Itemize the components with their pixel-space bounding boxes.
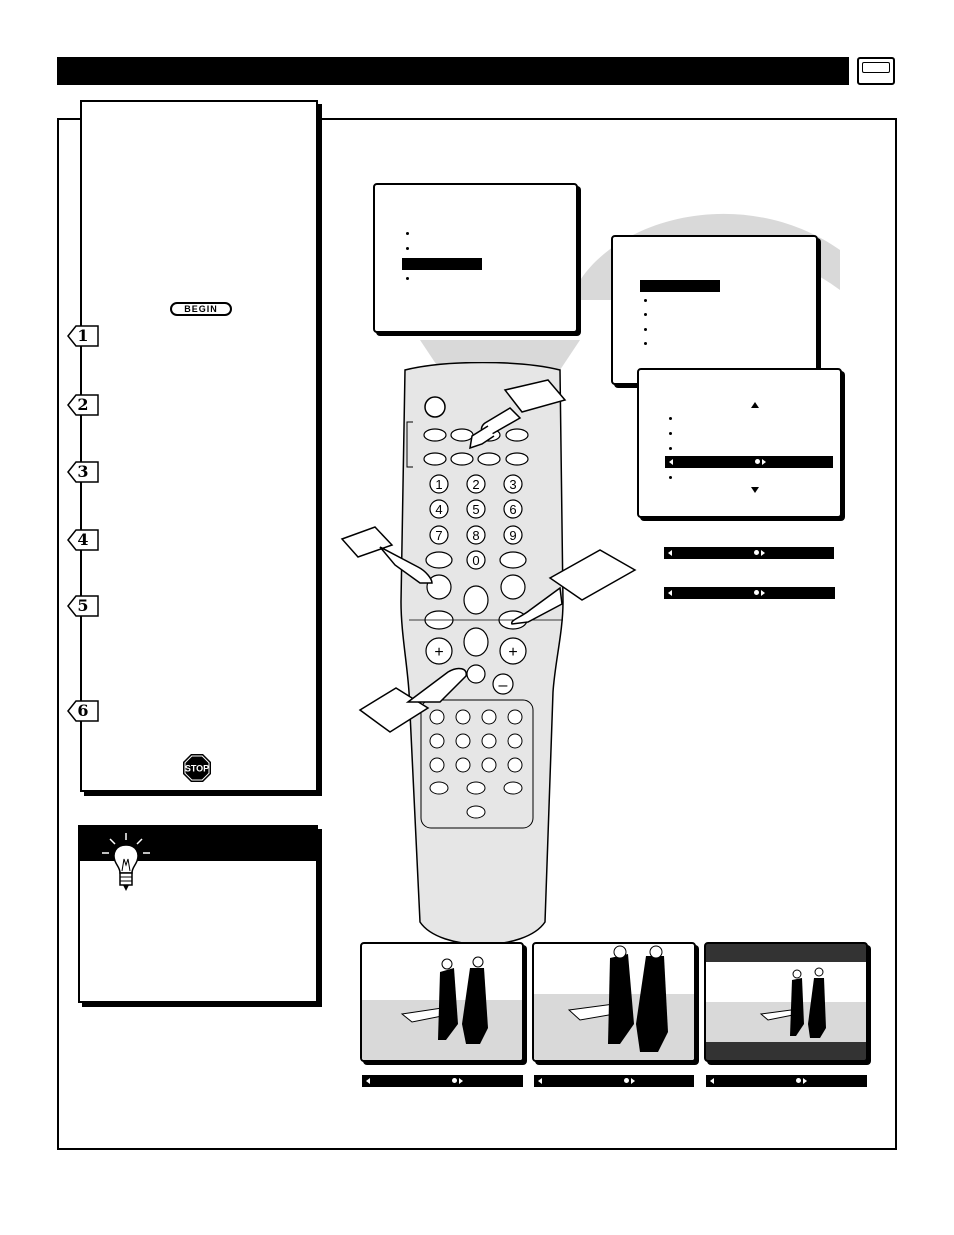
- menu-bullet: [669, 432, 672, 435]
- thumbnail-option-bar: [706, 1075, 867, 1087]
- pointing-hand-icon: [358, 640, 478, 735]
- step-1-number: 1: [77, 326, 89, 345]
- minus-symbol: –: [498, 677, 508, 694]
- scroll-up-icon: [751, 402, 759, 408]
- couple-walking-illustration: [362, 944, 522, 1060]
- step-2-number: 2: [77, 395, 89, 414]
- step-4-marker: [66, 528, 100, 552]
- key-6: 6: [509, 502, 517, 517]
- menu-bullet: [644, 328, 647, 331]
- key-9: 9: [509, 528, 517, 543]
- format-option-bar: [664, 587, 835, 599]
- menu-highlight: [402, 258, 482, 270]
- step-3-number: 3: [77, 462, 89, 481]
- channel-plus-symbol: +: [508, 644, 518, 661]
- picture-preview-zoom: [532, 942, 696, 1062]
- pointing-hand-icon: [500, 548, 640, 628]
- key-8: 8: [472, 528, 480, 543]
- step-5-number: 5: [77, 596, 89, 615]
- step-1-marker: [66, 324, 100, 348]
- step-2-marker: [66, 393, 100, 417]
- thumbnail-option-bar: [534, 1075, 694, 1087]
- selected-option-bar: [665, 456, 833, 468]
- step-4-number: 4: [77, 530, 89, 549]
- pointing-hand-icon: [460, 378, 570, 458]
- key-3: 3: [509, 477, 517, 492]
- menu-bullet: [669, 447, 672, 450]
- key-4: 4: [435, 502, 443, 517]
- header-bar: [57, 57, 849, 85]
- thumbnail-option-bar: [362, 1075, 523, 1087]
- couple-walking-illustration: [706, 944, 866, 1060]
- key-5: 5: [472, 502, 480, 517]
- begin-badge: BEGIN: [170, 302, 232, 316]
- key-7: 7: [435, 528, 443, 543]
- key-1: 1: [435, 477, 443, 492]
- menu-bullet: [669, 476, 672, 479]
- picture-preview-normal: [360, 942, 524, 1062]
- stop-sign-icon: [182, 753, 212, 783]
- menu-bullet: [644, 299, 647, 302]
- format-option-bar: [664, 547, 834, 559]
- menu-bullet: [406, 232, 409, 235]
- menu-bullet: [644, 342, 647, 345]
- couple-walking-illustration: [534, 944, 694, 1060]
- picture-menu-screen: [611, 235, 818, 385]
- menu-bullet: [406, 277, 409, 280]
- key-2: 2: [472, 477, 480, 492]
- volume-plus-symbol: +: [434, 644, 444, 661]
- tip-panel: [78, 825, 318, 1003]
- menu-bullet: [669, 417, 672, 420]
- power-button: [425, 397, 445, 417]
- key-0: 0: [472, 553, 480, 568]
- step-3-marker: [66, 460, 100, 484]
- picture-format-menu-screen: [637, 368, 842, 518]
- lightbulb-icon: [98, 831, 158, 901]
- menu-bullet: [406, 247, 409, 250]
- menu-highlight: [640, 280, 720, 292]
- step-5-marker: [66, 594, 100, 618]
- pointing-hand-icon: [340, 525, 450, 585]
- steps-panel: [80, 100, 318, 792]
- step-6-number: 6: [77, 701, 89, 720]
- scroll-down-icon: [751, 487, 759, 493]
- picture-preview-widescreen: [704, 942, 868, 1062]
- menu-bullet: [644, 313, 647, 316]
- step-6-marker: [66, 699, 100, 723]
- stop-label: STOP: [184, 763, 210, 774]
- main-menu-screen: [373, 183, 578, 333]
- tv-icon: [857, 57, 895, 85]
